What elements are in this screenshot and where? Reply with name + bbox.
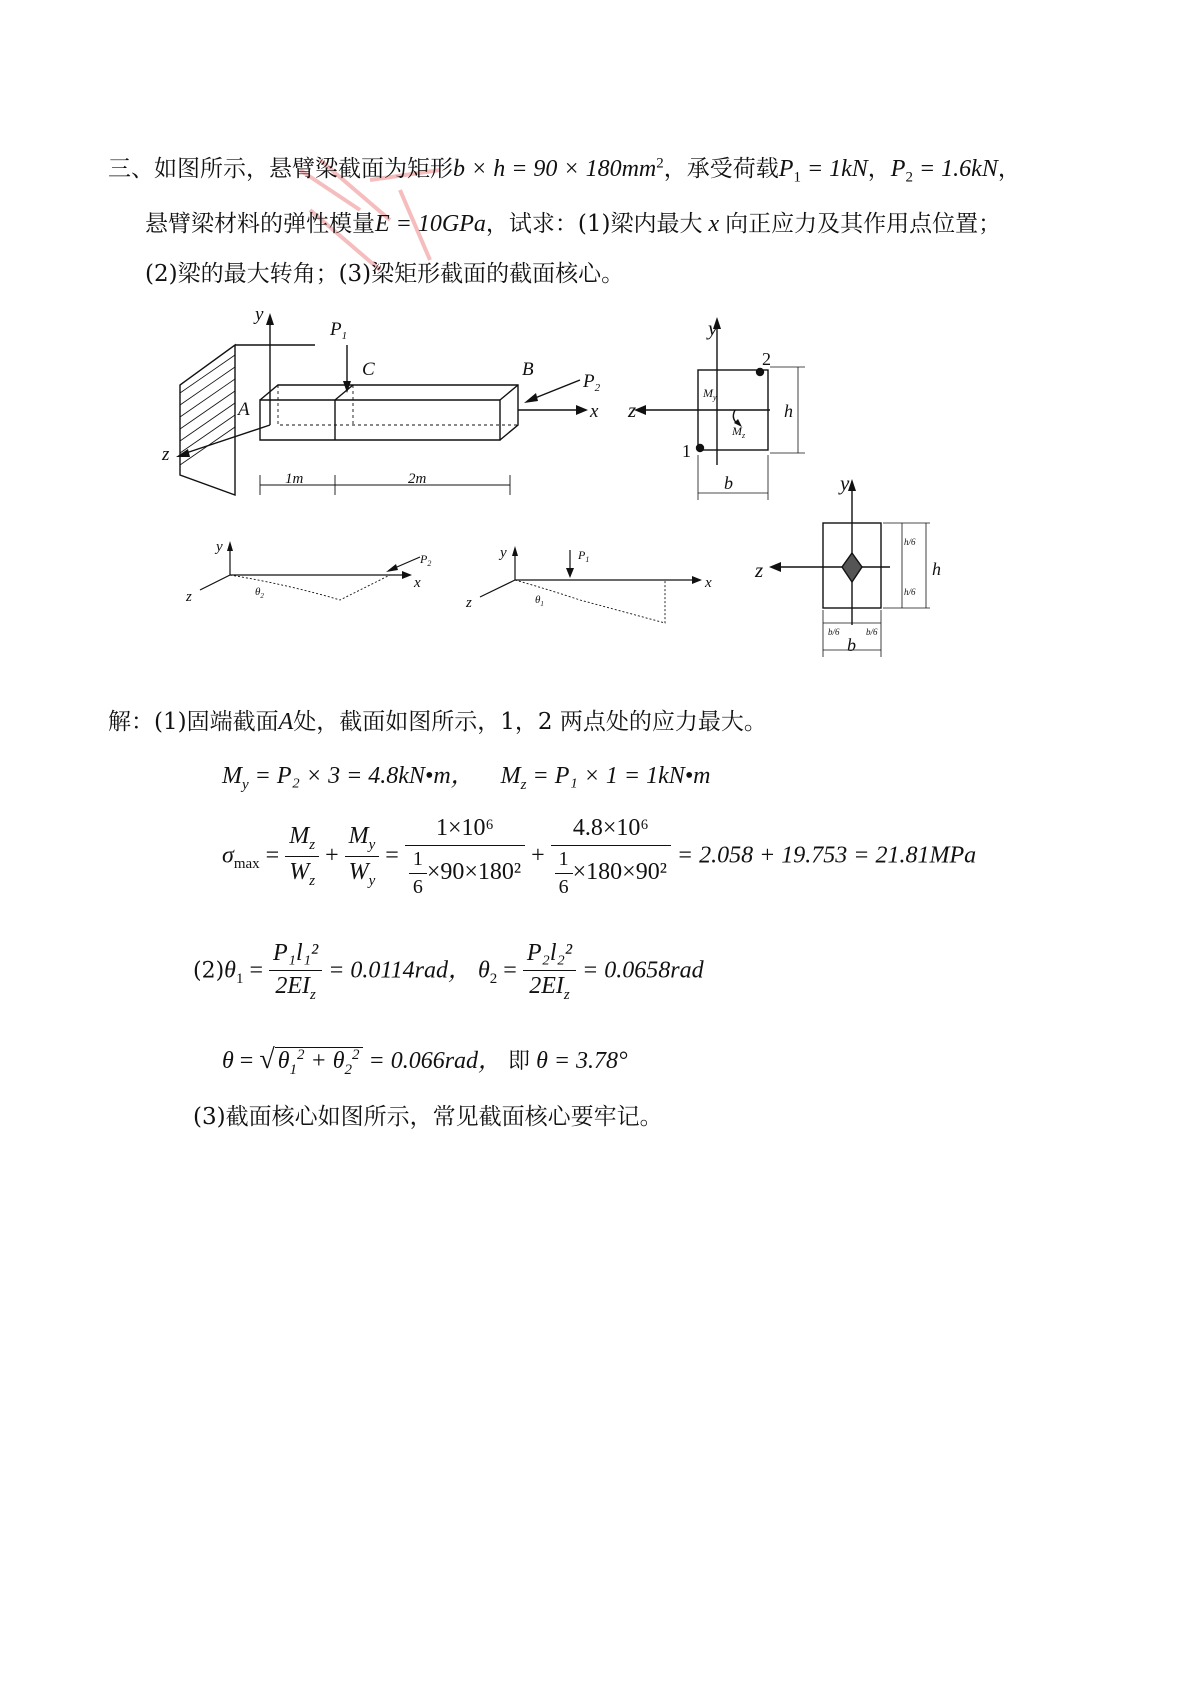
core-b-over-6-right: b/6 (866, 627, 878, 637)
beam-box (260, 385, 518, 440)
p1-value: = 1kN (800, 156, 868, 182)
label-A: A (238, 399, 250, 420)
core-label-h: h (932, 559, 941, 579)
sketch1-label-theta2: $\theta_2$ (255, 586, 264, 600)
moment-equations: $M_y = P_2 \times 3$ = 4.8kN•m， $M_z = P_1 \times 1$ = 1kN•m (222, 763, 711, 793)
theta1-numerator: P₁l₁² (269, 940, 322, 971)
core-h-over-6-bottom: h/6 (904, 587, 916, 597)
theta-total-value: = 0.066rad， (368, 1048, 503, 1074)
core-label-b: b (847, 635, 856, 655)
sketch1-label-z: z (186, 589, 192, 605)
sigma-symbol: σ (222, 842, 234, 869)
beam-figure (150, 305, 970, 675)
core-section (769, 479, 930, 657)
label-z: z (162, 444, 170, 465)
deflection-sketch-2 (480, 546, 702, 623)
problem-number: 三、 (108, 156, 154, 182)
sigma-equation: $\sigma_{max}$ = $\frac{M_z}{W_z}$ + $\frac{M_y}{W_y}$ = 1×10⁶ $\frac{1}{6}$ ×90×180² + 4.8×10⁶ $\frac{1}{6}$ ×180×90² = 2.058 + 19.753 = 21.81MPa (222, 815, 977, 898)
sketch1-label-P2: $P_2$ (420, 552, 432, 568)
part-3-text: (3)截面核心如图所示，常见截面核心要牢记。 (193, 1104, 663, 1130)
sketch2-label-theta1: $\theta_1$ (535, 594, 544, 608)
solution-intro-text: 解：(1)固端截面 (108, 709, 279, 735)
fraction-2-denominator: ×180×90² (572, 858, 667, 885)
label-P2: $P_2$ (583, 371, 601, 394)
ji-text: 即 (508, 1049, 531, 1074)
solution-intro-text-b: 处，截面如图所示，1，2 两点处的应力最大。 (293, 709, 767, 735)
theta-equations: $(2)\theta_1$ = $\frac{\text{P₁l₁²}}{2EI_z}$ = 0.0114rad， $\theta_2$ = $\frac{\text{P₂l₂²}}{2EI_z}$ = 0.0658rad (193, 940, 704, 1003)
problem-line-2: 悬臂梁材料的弹性模量E = 10GPa，试求：(1)梁内最大 x 向正应力及其作用点位置； (145, 211, 1002, 237)
theta2-value: = 0.0658rad (582, 957, 704, 984)
section-label-z: z (628, 398, 637, 422)
fraction-1-numerator: 1×10⁶ (405, 815, 525, 846)
solution-point-A: A (278, 709, 294, 735)
theta2-numerator: P₂l₂² (523, 940, 576, 971)
label-My: $M_y$ (703, 386, 717, 402)
problem-text-2b: ，试求：(1)梁内最大 (485, 211, 703, 237)
label-y: y (255, 305, 264, 325)
theta-degrees: θ = 3.78° (536, 1048, 628, 1074)
my-equation: = P₂ × 3 = 4.8kN•m， (254, 763, 475, 789)
core-label-z: z (755, 558, 764, 582)
label-Mz: $M_z$ (732, 424, 746, 440)
theta1-denominator: 2EI (275, 972, 311, 999)
modulus-value: E = 10GPa (375, 211, 486, 237)
theta-total-equation: θ = √ $\theta_1^2 + \theta_2^2 = 0.066rad$， 即 θ = 3.78° (222, 1044, 628, 1078)
label-len1: 1m (285, 471, 304, 487)
problem-line-1: 三、如图所示，悬臂梁截面为矩形$b \times h = 90 \times 180mm^2$，承受荷载$P_1 = 1kN$，$P_2 = 1.6kN$， (108, 155, 1021, 186)
sketch2-label-P1: $P_1$ (578, 548, 590, 564)
solution-intro (108, 703, 767, 736)
fraction-1-denominator: ×90×180² (426, 858, 522, 885)
unit-mm: mm (621, 156, 657, 182)
problem-text-2c: 向正应力及其作用点位置； (725, 211, 1002, 237)
deflection-sketch-1 (200, 541, 420, 600)
sigma-result: = 2.058 + 19.753 = 21.81MPa (676, 842, 977, 869)
label-B: B (522, 359, 534, 380)
section-label-b: b (724, 473, 733, 493)
p1-symbol: P (778, 156, 794, 182)
core-h-over-6-top: h/6 (904, 537, 916, 547)
problem-line-3: (2)梁的最大转角；(3)梁矩形截面的截面核心。 (145, 261, 625, 287)
theta1-value: = 0.0114rad， (328, 957, 472, 984)
sigma-sub: max (233, 856, 260, 873)
sketch2-label-z: z (466, 595, 472, 611)
problem-text-2a: 悬臂梁材料的弹性模量 (145, 211, 375, 237)
p2-arrow (530, 380, 580, 400)
p2-value: = 1.6kN (912, 156, 998, 182)
section-label-h: h (784, 401, 793, 421)
section-dims: b × h = 90 × 180 (453, 156, 622, 182)
core-b-over-6-left: b/6 (828, 627, 840, 637)
theta2-denominator: 2EI (529, 972, 564, 999)
mz-equation: = P₁ × 1 = 1kN•m (532, 763, 711, 789)
sketch1-label-y: y (216, 539, 223, 555)
problem-text-1a: 如图所示，悬臂梁截面为矩形 (154, 156, 453, 182)
problem-text-1b: ，承受荷载 (663, 156, 779, 182)
sketch1-label-x: x (414, 575, 421, 591)
section-label-y: y (708, 316, 718, 340)
label-len2: 2m (408, 471, 427, 487)
point-1: 1 (682, 441, 691, 461)
point-2: 2 (762, 349, 771, 369)
cross-section (634, 317, 805, 500)
label-C: C (362, 359, 375, 380)
part-2-label: (2) (193, 958, 225, 984)
fraction-2-numerator: 4.8×10⁶ (551, 815, 671, 846)
label-x: x (590, 401, 599, 422)
label-P1: $P_1$ (330, 319, 348, 342)
core-label-y: y (840, 471, 850, 495)
sketch2-label-x: x (705, 575, 712, 591)
sketch2-label-y: y (500, 545, 507, 561)
